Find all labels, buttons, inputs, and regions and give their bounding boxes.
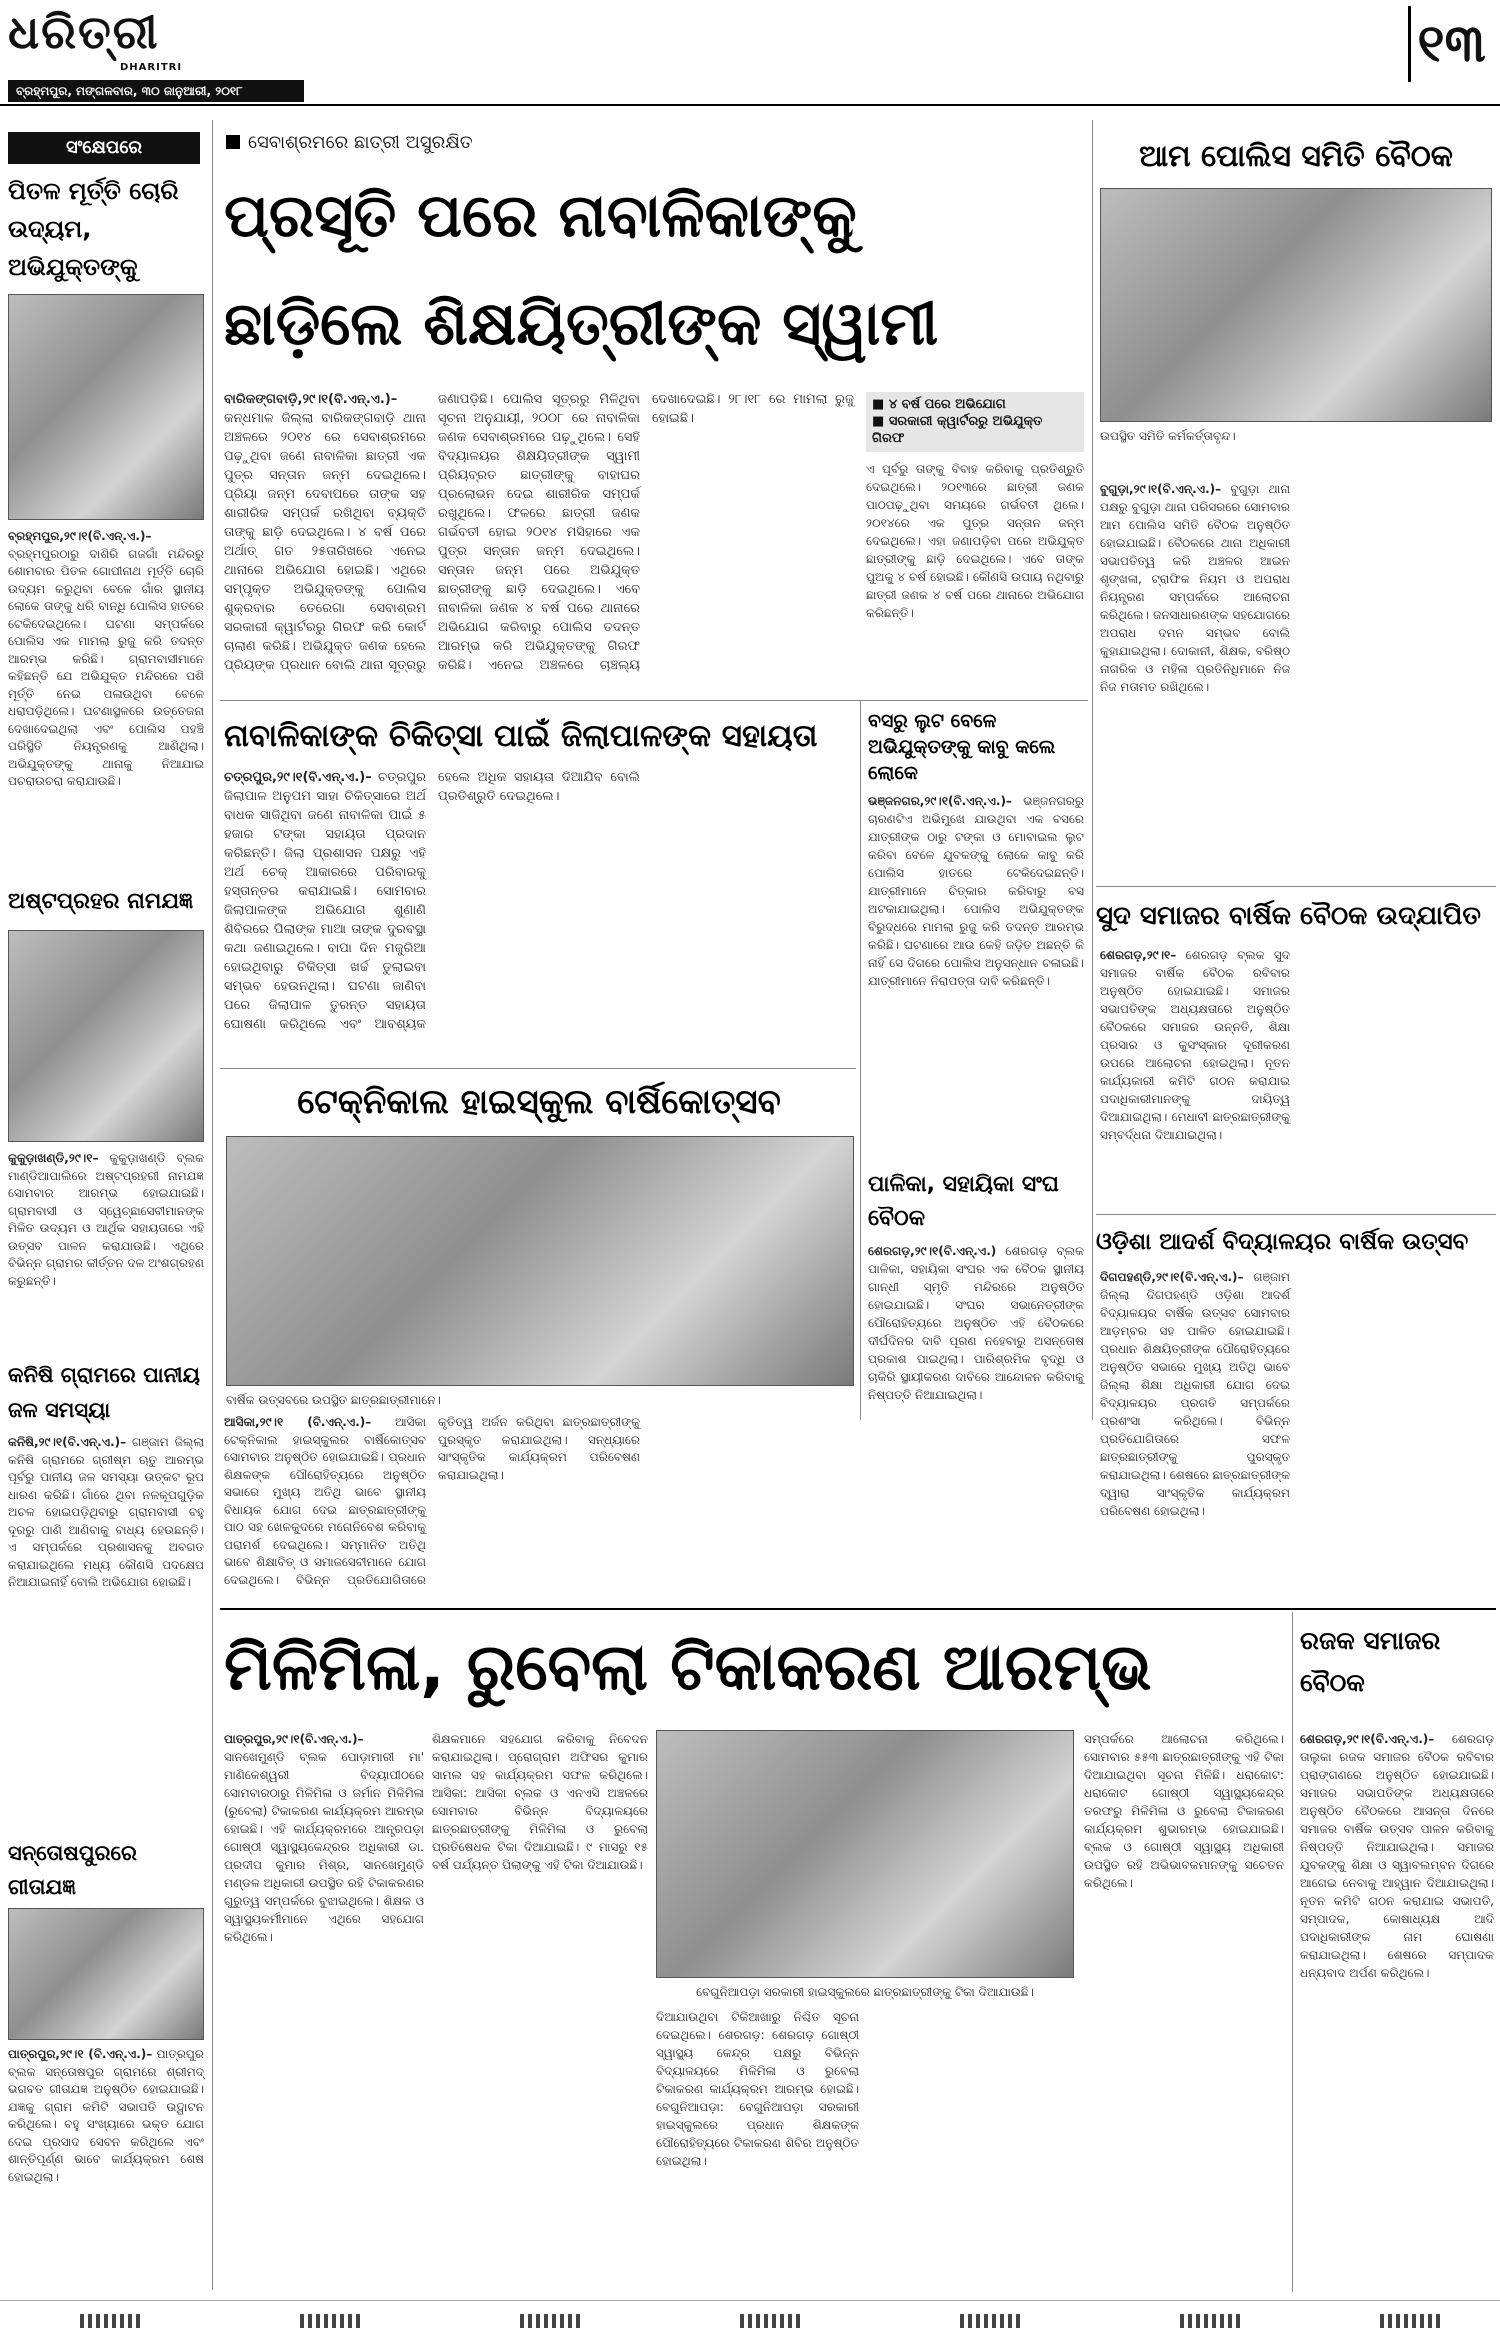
- logo-sub: DHARITRI: [120, 62, 183, 73]
- police-text: ବୁଗୁଡ଼ା ଥାନା ପକ୍ଷରୁ ବୁଗୁଡ଼ା ଥାନା ପରିସରରେ ସୋମବାର ଆମ ପୋଲିସ ସମିତି ବୈଠକ ଅନୁଷ୍ଠିତ ହୋଇଯାଇଛି। ବୈଠକରେ ଥାନା ଅଧିକାରୀ ସଭାପତିତ୍ୱ କରି ଅଞ୍ଚଳର ଆଇନ ଶୃଙ୍ଖଳା, ଟ୍ରାଫିକ ନିୟମ ଓ ଅପରାଧ ନିୟନ୍ତ୍ରଣ ସମ୍ପର୍କରେ ଆଲୋଚନା କରିଥିଲେ। ଜନସାଧାରଣଙ୍କ ସହଯୋଗରେ ଅପରାଧ ଦମନ ସମ୍ଭବ ବୋଲି କୁହାଯାଇଥିଲା। ଦୋକାନୀ, ଶିକ୍ଷକ, ବରିଷ୍ଠ ନାଗରିକ ଓ ମହିଳା ପ୍ରତିନିଧିମାନେ ନିଜ ନିଜ ମତାମତ ରଖିଥିଲେ।: [1100, 482, 1290, 694]
- rajak-body: [1300, 1730, 1494, 2290]
- palika-dateline: ଶେରଗଡ଼,୨୯।୧(ବି.ଏନ୍.ଏ.): [868, 1244, 997, 1258]
- bottom-dateline: ପାତ୍ରପୁର,୨୯।୧(ବି.ଏନ୍.ଏ.)–: [224, 1732, 364, 1746]
- bottom-text-2: ଶିକ୍ଷକମାନେ ସହଯୋଗ କରିବାକୁ ନିବେଦନ କରାଯାଇଥିଲା। ପ୍ରୋଗ୍ରାମ ଅଫିସର କୁମାର ସାମଲ ସହ କାର୍ଯ୍ୟକ୍ରମ ସଫଳ କରିଥିଲେ। ଆସିକା: ଆସିକା ବ୍ଲକ ଓ ଏନଏସି ଅଞ୍ଚଳରେ ସୋମବାର ବିଭିନ୍ନ ବିଦ୍ୟାଳୟରେ ଛାତ୍ରଛାତ୍ରୀଙ୍କୁ ମିଳିମିଳା ଓ ରୁବେଲା ପ୍ରତିଷେଧକ ଟିକା ଦିଆଯାଇଛି। ୯ ମାସରୁ ୧୫ ବର୍ଷ ପର୍ଯ୍ୟନ୍ତ ପିଲାଙ୍କୁ ଏହି ଟିକା ଦିଆଯାଉଛି।: [432, 1732, 648, 1872]
- mid-rule: [860, 700, 861, 1420]
- highlight-1: [872, 396, 1078, 413]
- bottom-body-col2: [432, 1730, 648, 2290]
- masthead-dateline: ବ୍ରହ୍ମପୁର, ମଙ୍ଗଳବାର, ୩୦ ଜାନୁଆରୀ, ୨୦୧୮: [8, 80, 304, 102]
- police-caption: ଉପସ୍ଥିତ ସମିତି କର୍ମକର୍ତ୍ତାବୃନ୍ଦ।: [1100, 429, 1236, 443]
- story3-text: ଆସିକା ଟେକ୍ନିକାଲ ହାଇସ୍କୁଲର ବାର୍ଷିକୋତ୍ସବ ସୋମବାର ଅନୁଷ୍ଠିତ ହୋଇଯାଇଛି। ପ୍ରଧାନ ଶିକ୍ଷକଙ୍କ ପୌରୋହିତ୍ୟରେ ଅନୁଷ୍ଠିତ ସଭାରେ ମୁଖ୍ୟ ଅତିଥି ଭାବେ ସ୍ଥାନୀୟ ବିଧାୟକ ଯୋଗ ଦେଇ ଛାତ୍ରଛାତ୍ରୀଙ୍କୁ ପାଠ ସହ ଖେଳକୁଦରେ ମନୋନିବେଶ କରିବାକୁ ପରାମର୍ଶ ଦେଇଥିଲେ। ସମ୍ମାନିତ ଅତିଥି ଭାବେ ଶିକ୍ଷାବିତ୍ ଓ ସମାଜସେବୀମାନେ ଯୋଗ ଦେଇଥିଲେ। ବିଭିନ୍ନ ପ୍ରତିଯୋଗିତାରେ କୃତିତ୍ୱ ଅର୍ଜନ କରିଥିବା ଛାତ୍ରଛାତ୍ରୀଙ୍କୁ ପୁରସ୍କୃତ କରାଯାଇଥିଲା। ସନ୍ଧ୍ୟାରେ ସାଂସ୍କୃତିକ କାର୍ଯ୍ୟକ୍ରମ ପରିବେଷଣ କରାଯାଇଥିଲା।: [224, 1415, 640, 1587]
- story2-headline: ନାବାଳିକାଙ୍କ ଚିକିତ୍ସା ପାଇଁ ଜିଲାପାଳଙ୍କ ସହାୟତା: [224, 718, 818, 754]
- police-headline: ଆମ ପୋଲିସ ସମିତି ବୈଠକ: [1139, 139, 1453, 174]
- police-body: [1100, 480, 1492, 880]
- brief3-dateline: କନିଷି,୨୯।୧(ବି.ଏନ୍.ଏ.)–: [8, 1435, 127, 1449]
- sud-dateline: ଶେରଗଡ଼,୨୯।୧–: [1100, 948, 1177, 962]
- lead-kicker: [226, 128, 726, 158]
- rajak-rule: [1292, 1612, 1293, 2292]
- story3-headline: ଟେକ୍ନିକାଲ ହାଇସ୍କୁଲ ବାର୍ଷିକୋତ୍ସବ: [297, 1082, 781, 1122]
- lead-headline-line2: ଛାଡ଼ିଲେ ଶିକ୍ଷୟିତ୍ରୀଙ୍କ ସ୍ୱାମୀ: [224, 289, 939, 359]
- brief2-text: କୁକୁଡ଼ାଖଣ୍ଡି ବ୍ଲକ ମାଣ୍ଡିଆପାଲିରେ ଅଷ୍ଟପ୍ରହରୀ ନାମଯଜ୍ଞ ସୋମବାର ଆରମ୍ଭ ହୋଇଯାଇଛି। ଗ୍ରାମବାସୀ ଓ ସ୍ୱେଚ୍ଛାସେବୀମାନଙ୍କ ମିଳିତ ଉଦ୍ୟମ ଓ ଆର୍ଥିକ ସହାୟତାରେ ଏହି ଉତ୍ସବ ପାଳନ କରାଯାଉଛି। ଏଥିରେ ବିଭିନ୍ନ ଗ୍ରାମର କୀର୍ତ୍ତନ ଦଳ ଅଂଶଗ୍ରହଣ କରୁଛନ୍ତି।: [8, 1151, 204, 1288]
- registration-mark-icon: [80, 2314, 140, 2328]
- rajak-dateline: ଶେରଗଡ଼,୨୯।୧(ବି.ଏନ୍.ଏ.)–: [1300, 1732, 1435, 1746]
- lead-dateline: ବାରିକଙ୍ଗବାଡ଼ି,୨୯।୧(ବି.ଏନ୍.ଏ.)–: [224, 392, 398, 407]
- sud-text: ଶେରଗଡ଼ ବ୍ଲକ ସୁଦ ସମାଜର ବାର୍ଷିକ ବୈଠକ ରବିବାର ଅନୁଷ୍ଠିତ ହୋଇଯାଇଛି। ସମାଜର ସଭାପତିଙ୍କ ଅଧ୍ୟକ୍ଷତାରେ ଅନୁଷ୍ଠିତ ବୈଠକରେ ସମାଜର ଉନ୍ନତି, ଶିକ୍ଷା ପ୍ରସାର ଓ କୁସଂସ୍କାର ଦୂରୀକରଣ ଉପରେ ଆଲୋଚନା ହୋଇଥିଲା। ନୂତନ କାର୍ଯ୍ୟକାରୀ କମିଟି ଗଠନ କରାଯାଇ ପଦାଧିକାରୀମାନଙ୍କୁ ଦାୟିତ୍ୱ ଦିଆଯାଇଥିଲା। ମେଧାବୀ ଛାତ୍ରଛାତ୍ରୀଙ୍କୁ ସମ୍ବର୍ଦ୍ଧନା ଦିଆଯାଇଥିଲା।: [1100, 948, 1290, 1142]
- bus-text: ଭଞ୍ଜନଗରରୁ ଚାରଣଟିଏ ଅଭିମୁଖେ ଯାଉଥିବା ଏକ ବସରେ ଯାତ୍ରୀଙ୍କ ଠାରୁ ଟଙ୍କା ଓ ମୋବାଇଲ ଲୁଟ କରିବା ବେଳେ ଯୁବକଙ୍କୁ ଲୋକେ କାବୁ କରି ପୋଲିସ ହାତରେ ଟେକିଦେଇଛନ୍ତି। ଯାତ୍ରୀମାନେ ଚିତ୍କାର କରିବାରୁ ବସ ଅଟକାଯାଇଥିଲା। ପୋଲିସ ଅଭିଯୁକ୍ତଙ୍କ ବିରୁଦ୍ଧରେ ମାମଲା ରୁଜୁ କରି ତଦନ୍ତ ଆରମ୍ଭ କରିଛି। ଘଟଣାରେ ଆଉ କେହି ଜଡ଼ିତ ଅଛନ୍ତି କି ନାହିଁ ସେ ଦିଗରେ ପୋଲିସ ଅନୁସନ୍ଧାନ ଚଳାଇଛି। ଯାତ୍ରୀମାନେ ନିରାପତ୍ତା ଦାବି କରିଛନ୍ତି।: [868, 794, 1084, 988]
- story3-top-rule: [220, 1068, 856, 1069]
- sud-body: [1100, 946, 1492, 1206]
- bottom-top-rule: [220, 1608, 1496, 1610]
- odisha-text: ଗଞ୍ଜାମ ଜିଲ୍ଲା ଦିଗପହଣ୍ଡି ଓଡ଼ିଶା ଆଦର୍ଶ ବିଦ୍ୟାଳୟର ବାର୍ଷିକ ଉତ୍ସବ ସୋମବାର ଆଡ଼ମ୍ବର ସହ ପାଳିତ ହୋଇଯାଇଛି। ପ୍ରଧାନ ଶିକ୍ଷୟିତ୍ରୀଙ୍କ ପୌରୋହିତ୍ୟରେ ଅନୁଷ୍ଠିତ ସଭାରେ ମୁଖ୍ୟ ଅତିଥି ଭାବେ ଜିଲ୍ଲା ଶିକ୍ଷା ଅଧିକାରୀ ଯୋଗ ଦେଇ ବିଦ୍ୟାଳୟର ପ୍ରଗତି ସମ୍ପର୍କରେ ପ୍ରଶଂସା କରିଥିଲେ। ବିଭିନ୍ନ ପ୍ରତିଯୋଗିତାରେ ସଫଳ ଛାତ୍ରଛାତ୍ରୀଙ୍କୁ ପୁରସ୍କୃତ କରାଯାଇଥିଲା। ଶେଷରେ ଛାତ୍ରଛାତ୍ରୀଙ୍କ ଦ୍ୱାରା ସାଂସ୍କୃତିକ କାର୍ଯ୍ୟକ୍ରମ ପରିବେଷଣ ହୋଇଥିଲା।: [1100, 1270, 1290, 1518]
- brief2-body: [8, 1150, 204, 1350]
- registration-mark-icon: [520, 2314, 580, 2328]
- brief1-dateline: ବ୍ରହ୍ମପୁର,୨୯।୧(ବି.ଏନ୍.ଏ.)–: [8, 529, 152, 543]
- brief4-dateline: ପାତ୍ରପୁର,୨୯।୧ (ବି.ଏନ୍.ଏ.)–: [8, 2047, 153, 2061]
- bottom-body-col3: [656, 2008, 1074, 2290]
- highlight-square-icon: ■: [872, 397, 889, 412]
- highlight-2: [872, 413, 1078, 447]
- lead-text: କନ୍ଧମାଳ ଜିଲ୍ଲା ବାରିକଙ୍ଗବାଡ଼ି ଥାନା ଅଞ୍ଚଳରେ ୨୦୧୪ ରେ ସେବାଶ୍ରମରେ ପଢ଼ୁଥିବା ଜଣେ ନାବାଳିକା ଛାତ୍ରୀ ଏକ ପୁତ୍ର ସନ୍ତାନ ଜନ୍ମ ଦେଇଥିଲେ। ପ୍ରିୟା ଜନ୍ମ ଦେବାପରେ ତାଙ୍କ ସହ ଶାରୀରିକ ସମ୍ପର୍କ ରଖିଥିବା ବ୍ୟକ୍ତି ତାଙ୍କୁ ଛାଡ଼ି ଦେଇଥିଲେ। ୪ ବର୍ଷ ପରେ ଅର୍ଥାତ୍ ଗତ ୨୫ତାରିଖରେ ଏନେଇ ଥାନାରେ ଅଭିଯୋଗ ହୋଇଛି। ଏଥିରେ ସମ୍ପୃକ୍ତ ଅଭିଯୁକ୍ତଙ୍କୁ ପୋଲିସ ଶୁକ୍ରବାର ତେରେଗା ସେବାଶ୍ରମ ସରକାରୀ କ୍ୱାର୍ଟରରୁ ଗିରଫ କରି କୋର୍ଟ ଚାଲାଣ କରିଛି। ଅଭିଯୁକ୍ତ ଜଣକ ହେଲେ ପ୍ରିୟଙ୍କ ପ୍ରଧାନ ବୋଲି ଥାନା ସୂତ୍ରରୁ ଜଣାପଡ଼ିଛି। ପୋଲିସ ସୂତ୍ରରୁ ମିଳିଥିବା ସୂଚନା ଅନୁଯାୟୀ, ୨୦୦୮ ରେ ନାବାଳିକା ଜଣକ ସେବାଶ୍ରମରେ ପଢ଼ୁଥିଲେ। ସେହି ବିଦ୍ୟାଳୟର ଶିକ୍ଷୟିତ୍ରୀଙ୍କ ସ୍ୱାମୀ ପ୍ରିୟବ୍ରତ ଛାତ୍ରୀଙ୍କୁ ବାହାଘର ପ୍ରଲୋଭନ ଦେଇ ଶାରୀରିକ ସମ୍ପର୍କ ରଖୁଥିଲେ। ଫଳରେ ଛାତ୍ରୀ ଜଣକ ଗର୍ଭବତୀ ହୋଇ ୨୦୧୪ ମସିହାରେ ଏକ ପୁତ୍ର ସନ୍ତାନ ଜନ୍ମ ଦେଇଥିଲେ। ସନ୍ତାନ ଜନ୍ମ ପରେ ଅଭିଯୁକ୍ତ ଛାତ୍ରୀଙ୍କୁ ଛାଡ଼ି ଦେଇଥିଲେ। ଏବେ ନାବାଳିକା ଜଣକ ୪ ବର୍ଷ ପରେ ଥାନାରେ ଅଭିଯୋଗ କରିବାରୁ ପୋଲିସ ତଦନ୍ତ ଆରମ୍ଭ କରି ଅଭିଯୁକ୍ତଙ୍କୁ ଗିରଫ କରିଛି। ଏନେଇ ଅଞ୍ଚଳରେ ଚାଞ୍ଚଲ୍ୟ ଦେଖାଦେଇଛି। ୨୮।୧୮ ରେ ମାମଲା ରୁଜୁ ହୋଇଛି।: [224, 392, 854, 673]
- bottom-body-col1: [224, 1730, 424, 2290]
- bottom-text-3: ଦିଆଯାଉଥିବା ଟିକିଆଖାରୁ ନିଶ୍ଚିତ ସୂଚନା ଦେଇଥିଲେ। ଶେରଗଡ଼: ଶେରଗଡ଼ ଗୋଷ୍ଠୀ ସ୍ୱାସ୍ଥ୍ୟ କେନ୍ଦ୍ର ପକ୍ଷରୁ ବିଭିନ୍ନ ବିଦ୍ୟାଳୟରେ ମିଳିମିଳା ଓ ରୁବେଲା ଟିକାକରଣ କାର୍ଯ୍ୟକ୍ରମ ଆରମ୍ଭ ହୋଇଛି। ବେଗୁନିଆପଡ଼ା: ବେଗୁନିଆପଡ଼ା ସରକାରୀ ହାଇସ୍କୁଲରେ ପ୍ରଧାନ ଶିକ୍ଷକଙ୍କ ପୌରୋହିତ୍ୟରେ ଟିକାକରଣ ଶିବିର ଅନୁଷ୍ଠିତ ହୋଇଥିଲା।: [656, 2010, 859, 2168]
- logo: [8, 2, 238, 62]
- registration-mark-icon: [1180, 2314, 1240, 2328]
- bottom-headline: ମିଳିମିଳା, ରୁବେଲା ଟିକାକରଣ ଆରମ୍ଭ: [224, 1631, 1152, 1705]
- bottom-body-col4: [1084, 1730, 1284, 2290]
- brief4-photo: [8, 1908, 204, 2040]
- odisha-headline: ଓଡ଼ିଶା ଆଦର୍ଶ ବିଦ୍ୟାଳୟର ବାର୍ଷିକ ଉତ୍ସବ: [1096, 1229, 1469, 1255]
- registration-mark-icon: [960, 2314, 1020, 2328]
- registration-mark-icon: [300, 2314, 360, 2328]
- odisha-body: [1100, 1268, 1492, 1548]
- left-column-rule: [212, 120, 213, 2290]
- palika-text: ଶେରଗଡ଼ ବ୍ଲକ ପାଳିକା, ସହାୟିକା ସଂଘର ଏକ ବୈଠକ ସ୍ଥାନୀୟ ଗାନ୍ଧୀ ସ୍ମୃତି ମନ୍ଦିରରେ ଅନୁଷ୍ଠିତ ହୋଇଯାଇଛି। ସଂଘର ସଭାନେତ୍ରୀଙ୍କ ପୌରୋହିତ୍ୟରେ ଅନୁଷ୍ଠିତ ଏହି ବୈଠକରେ ଦୀର୍ଘଦିନର ଦାବି ପୂରଣ ନହେବାରୁ ଅସନ୍ତୋଷ ପ୍ରକାଶ ପାଇଥିଲା। ପାରିଶ୍ରମିକ ବୃଦ୍ଧି ଓ ଚାକିରି ସ୍ଥାୟୀକରଣ ଦାବିରେ ଆନ୍ଦୋଳନ କରିବାକୁ ନିଷ୍ପତ୍ତି ନିଆଯାଇଥିଲା।: [868, 1244, 1084, 1402]
- highlight-2-text: ସରକାରୀ କ୍ୱାର୍ଟରରୁ ଅଭିଯୁକ୍ତ ଗିରଫ: [872, 414, 1043, 446]
- lead-body-col1: [224, 390, 854, 690]
- lead-kicker-text: ସେବାଶ୍ରମରେ ଛାତ୍ରୀ ଅସୁରକ୍ଷିତ: [248, 132, 473, 153]
- odisha-dateline: ଦିଗପହଣ୍ଡି,୨୯।୧(ବି.ଏନ୍.ଏ.)–: [1100, 1270, 1244, 1284]
- odisha-top-rule: [1096, 1214, 1496, 1215]
- bottom-text-4: ସମ୍ପର୍କରେ ଆଲୋଚନା କରିଥିଲେ। ସୋମବାର ୫୫୩ ଛାତ୍ରଛାତ୍ରୀଙ୍କୁ ଏହି ଟିକା ଦିଆଯାଇଥିବା ସୂଚନା ମିଳିଛି। ଧରାକୋଟ: ଧରାକୋଟ ଗୋଷ୍ଠୀ ସ୍ୱାସ୍ଥ୍ୟକେନ୍ଦ୍ର ତରଫରୁ ମିଳିମିଳା ଓ ରୁବେଲା ଟିକାକରଣ କାର୍ଯ୍ୟକ୍ରମ ଶୁଭାରମ୍ଭ ହୋଇଯାଇଛି। ବ୍ଲକ ଓ ଗୋଷ୍ଠୀ ସ୍ୱାସ୍ଥ୍ୟ ଅଧିକାରୀ ଉପସ୍ଥିତ ରହି ଅଭିଭାବକମାନଙ୍କୁ ସଚେତନ କରିଥିଲେ।: [1084, 1732, 1284, 1890]
- palika-body: [868, 1242, 1084, 1420]
- palika-headline: ପାଳିକା, ସହାୟିକା ସଂଘ ବୈଠକ: [868, 1172, 1059, 1231]
- highlight-1-text: ୪ ବର୍ଷ ପରେ ଅଭିଯୋଗ: [888, 397, 1006, 412]
- rajak-text: ଶେରଗଡ଼ ତାଲୁକା ରଜକ ସମାଜର ବୈଠକ ରବିବାର ପ୍ରାଙ୍ଗଣରେ ଅନୁଷ୍ଠିତ ହୋଇଯାଇଛି। ସମାଜର ସଭାପତିଙ୍କ ଅଧ୍ୟକ୍ଷତାରେ ଅନୁଷ୍ଠିତ ବୈଠକରେ ଆସନ୍ତା ଦିନରେ ସମାଜର ବାର୍ଷିକ ଉତ୍ସବ ପାଳନ କରିବାକୁ ନିଷ୍ପତ୍ତି ନିଆଯାଇଥିଲା। ସମାଜର ଯୁବକଙ୍କୁ ଶିକ୍ଷା ଓ ସ୍ୱାବଲମ୍ବନ ଦିଗରେ ଆଗେଇ ନେବାକୁ ଆହ୍ୱାନ ଦିଆଯାଇଥିଲା। ନୂତନ କମିଟି ଗଠନ କରାଯାଇ ସଭାପତି, ସମ୍ପାଦକ, କୋଷାଧ୍ୟକ୍ଷ ଆଦି ପଦାଧିକାରୀଙ୍କ ନାମ ଘୋଷଣା କରାଯାଇଥିଲା। ଶେଷରେ ସମ୍ପାଦକ ଧନ୍ୟବାଦ ଅର୍ପଣ କରିଥିଲେ।: [1300, 1732, 1494, 1980]
- story3-photo: [226, 1136, 854, 1386]
- rajak-headline: ରଜକ ସମାଜର ବୈଠକ: [1300, 1626, 1441, 1697]
- bottom-caption: ବେଗୁନିଆପଡ଼ା ସରକାରୀ ହାଇସ୍କୁଲରେ ଛାତ୍ରଛାତ୍ରୀଙ୍କୁ ଟିକା ଦିଆଯାଉଛି।: [696, 1985, 1034, 1999]
- center-right-rule: [1092, 120, 1093, 1420]
- brief4-headline: ସନ୍ତୋଷପୁରରେ ଗୀତାଯଜ୍ଞ: [8, 1841, 137, 1899]
- brief2-headline: ଅଷ୍ଟପ୍ରହର ନାମଯଜ୍ଞ: [8, 889, 194, 914]
- bottom-text-1: ସାନଖେମୁଣ୍ଡି ବ୍ଲକ ପୋଡ଼ାମାରୀ ମା' ମାଣିକେଶ୍ୱରୀ ବିଦ୍ୟାପୀଠରେ ସୋମବାରଠାରୁ ମିଳିମିଳା ଓ ଜର୍ମାନ ମିଳିମିଳା (ରୁବେଲା) ଟିକାକରଣ କାର୍ଯ୍ୟକ୍ରମ ଆରମ୍ଭ ହୋଇଛି। ଏହି କାର୍ଯ୍ୟକ୍ରମରେ ଆନ୍ତ୍ରପଡ଼ା ଗୋଷ୍ଠୀ ସ୍ୱାସ୍ଥ୍ୟକେନ୍ଦ୍ରର ଅଧିକାରୀ ଡା. ପ୍ରଦୀପ କୁମାର ମିଶ୍ର, ସାନଖେମୁଣ୍ଡି ମଣ୍ଡଳ ଅଧିକାରୀ ଉପସ୍ଥିତ ରହି ଟିକାକରଣର ଗୁରୁତ୍ୱ ସମ୍ପର୍କରେ ବୁଝାଇଥିଲେ। ଶିକ୍ଷକ ଓ ସ୍ୱାସ୍ଥ୍ୟକର୍ମୀମାନେ ଏଥିରେ ସହଯୋଗ କରିଥିଲେ।: [224, 1750, 424, 1944]
- story2-body: [224, 768, 854, 1064]
- sud-headline: ସୁଦ ସମାଜର ବାର୍ଷିକ ବୈଠକ ଉଦ୍ଯାପିତ: [1096, 901, 1481, 931]
- brief1-body: [8, 528, 204, 848]
- brief1-headline: ପିତଳ ମୂର୍ତ୍ତି ଚୋରି ଉଦ୍ୟମ, ଅଭିଯୁକ୍ତଙ୍କୁ: [8, 177, 179, 281]
- brief4-body: [8, 2046, 204, 2286]
- police-photo: [1100, 188, 1492, 422]
- brief1-photo: [8, 294, 204, 520]
- lead-headline-line1: ପ୍ରସୂତି ପରେ ନାବାଳିକାଙ୍କୁ: [224, 181, 857, 251]
- brief2-photo: [8, 930, 204, 1142]
- story3-dateline: ଆସିକା,୨୯।୧ (ବି.ଏନ୍.ଏ.)–: [224, 1415, 372, 1429]
- registration-mark-icon: [1380, 2314, 1440, 2328]
- highlight-square-icon: ■: [872, 414, 889, 429]
- brief4-text: ପାତ୍ରପୁର ବ୍ଲକ ସନ୍ତୋଷପୁର ଗ୍ରାମରେ ଶ୍ରୀମଦ୍ ଭଗବତ ଗୀତାଯଜ୍ଞ ଅନୁଷ୍ଠିତ ହୋଇଯାଇଛି। ଯଜ୍ଞକୁ ଗ୍ରାମ କମିଟି ସଭାପତି ଉଦ୍ଘାଟନ କରିଥିଲେ। ବହୁ ସଂଖ୍ୟାରେ ଭକ୍ତ ଯୋଗ ଦେଇ ପ୍ରସାଦ ସେବନ କରିଥିଲେ ଏବଂ ଶାନ୍ତିପୂର୍ଣ୍ଣ ଭାବେ କାର୍ଯ୍ୟକ୍ରମ ଶେଷ ହୋଇଥିଲା।: [8, 2047, 204, 2184]
- brief3-headline: କନିଷି ଗ୍ରାମରେ ପାନୀୟ ଜଳ ସମସ୍ୟା: [8, 1363, 200, 1422]
- bus-dateline: ଭଞ୍ଜନଗର,୨୯।୧(ବି.ଏନ୍.ଏ.)–: [868, 794, 1012, 808]
- brief3-text: ଗଞ୍ଜାମ ଜିଲ୍ଲା କନିଷି ଗ୍ରାମରେ ଗ୍ରୀଷ୍ମ ଋତୁ ଆରମ୍ଭ ପୂର୍ବରୁ ପାନୀୟ ଜଳ ସମସ୍ୟା ଉତ୍କଟ ରୂପ ଧାରଣ କରିଛି। ଗାଁରେ ଥିବା ନଳକୂପଗୁଡ଼ିକ ଅଚଳ ହୋଇପଡ଼ିଥିବାରୁ ଗ୍ରାମବାସୀ ବହୁ ଦୂରରୁ ପାଣି ଆଣିବାକୁ ବାଧ୍ୟ ହେଉଛନ୍ତି। ଏ ସମ୍ପର୍କରେ ପ୍ରଶାସନକୁ ଅବଗତ କରାଯାଇଥିଲେ ମଧ୍ୟ କୌଣସି ପଦକ୍ଷେପ ନିଆଯାଇନାହିଁ ବୋଲି ଅଭିଯୋଗ ହୋଇଛି।: [8, 1435, 204, 1589]
- section-label: ସଂକ୍ଷେପରେ: [8, 132, 200, 164]
- lead-body-col4: [866, 460, 1084, 690]
- brief3-body: [8, 1434, 204, 1826]
- logo-text: ଧରିତ୍ରୀ: [8, 5, 160, 59]
- lead-highlights: [866, 392, 1084, 452]
- brief2-dateline: କୁକୁଡ଼ାଖଣ୍ଡି,୨୯।୧–: [8, 1151, 99, 1165]
- page-number: ୧୩: [1408, 6, 1492, 82]
- bottom-photo: [656, 1730, 1074, 1978]
- footer-marks: [0, 2310, 1500, 2334]
- registration-mark-icon: [740, 2314, 800, 2328]
- bus-headline: ବସରୁ ଲୁଟ ବେଳେ ଅଭିଯୁକ୍ତଙ୍କୁ କାବୁ କଲେ ଲୋକେ: [868, 710, 1056, 784]
- masthead-rule: [0, 104, 1500, 106]
- story3-caption: ବାର୍ଷିକ ଉତ୍ସବରେ ଉପସ୍ଥିତ ଛାତ୍ରଛାତ୍ରୀମାନେ।: [226, 1393, 441, 1407]
- lead-bottom-rule: [220, 700, 1088, 701]
- bus-body: [868, 792, 1084, 1152]
- story3-body: [224, 1414, 854, 1600]
- kicker-square-icon: [226, 135, 240, 149]
- brief1-text: ବ୍ରହ୍ମପୁରଠାରୁ ଦାଶିରି ଗଜଗାଁ ମନ୍ଦିରରୁ ଶୋମବାର ପିତଳ ଗୋପୀନାଥ ମୂର୍ତ୍ତି ଚୋରି ଉଦ୍ୟମ କରୁଥିବା ବେଳେ ଗାଁର ସ୍ଥାନୀୟ ଲୋକେ ତାଙ୍କୁ ଧରି ବାନ୍ଧି ପୋଲିସ ହାତରେ ଟେକିଦେଇଥିଲେ। ଘଟଣା ସମ୍ପର୍କରେ ପୋଲିସ ଏକ ମାମଲା ରୁଜୁ କରି ତଦନ୍ତ ଆରମ୍ଭ କରିଛି। ଗ୍ରାମବାସୀମାନେ କହିଛନ୍ତି ଯେ ଅଭିଯୁକ୍ତ ମନ୍ଦିରରେ ପଶି ମୂର୍ତ୍ତି ନେଇ ପଳାଉଥିବା ବେଳେ ଧରାପଡ଼ିଥିଲେ। ଘଟଣାସ୍ଥଳରେ ଉତ୍ତେଜନା ଦେଖାଦେଇଥିଲା ଏବଂ ପୋଲିସ ପହଞ୍ଚି ପରିସ୍ଥିତି ନିୟନ୍ତ୍ରଣକୁ ଆଣିଥିଲା। ଅଭିଯୁକ୍ତଙ୍କୁ ଥାନାକୁ ନିଆଯାଇ ପଚରାଉଚରା କରାଯାଉଛି।: [8, 546, 204, 788]
- masthead: [0, 0, 1500, 100]
- story2-dateline: ଚତ୍ରପୁର,୨୯।୧(ବି.ଏନ୍.ଏ.)–: [224, 770, 372, 785]
- police-dateline: ବୁଗୁଡ଼ା,୨୯।୧(ବି.ଏନ୍.ଏ.)–: [1100, 482, 1222, 496]
- story2-text: ଚତ୍ରପୁର ଜିଲାପାଳ ଅନୁପମ ସାହା ଚିକିତ୍ସାରେ ଅର୍ଥ ବାଧକ ସାଜିଥିବା ଜଣେ ନାବାଳିକା ପାଇଁ ୫ ହଜାର ଟଙ୍କା ସହାୟତା ପ୍ରଦାନ କରିଛନ୍ତି। ଜିଲା ପ୍ରଶାସନ ପକ୍ଷରୁ ଏହି ଅର୍ଥ ଚେକ୍ ଆକାରରେ ପରିବାରକୁ ହସ୍ତାନ୍ତର କରାଯାଇଛି। ସୋମବାର ଜିଲାପାଳଙ୍କ ଅଭିଯୋଗ ଶୁଣାଣି ଶିବିରରେ ପିଲାଙ୍କ ମାଆ ତାଙ୍କ ଦୁରବସ୍ଥା କଥା ଜଣାଇଥିଲେ। ବାପା ଦିନ ମଜୁରିଆ ହୋଇଥିବାରୁ ଚିକିତ୍ସା ଖର୍ଚ୍ଚ ତୁଲାଇବା ସମ୍ଭବ ହେଉନଥିଲା। ଘଟଣା ଜାଣିବା ପରେ ଜିଲାପାଳ ତୁରନ୍ତ ସହାୟତା ଘୋଷଣା କରିଥିଲେ ଏବଂ ଆବଶ୍ୟକ ହେଲେ ଅଧିକ ସହାୟତା ଦିଆଯିବ ବୋଲି ପ୍ରତିଶ୍ରୁତି ଦେଇଥିଲେ।: [224, 770, 640, 1032]
- footer-rule: [0, 2300, 1500, 2301]
- lead-body-continued: ଏ ପୂର୍ବରୁ ତାଙ୍କୁ ବିବାହ କରିବାକୁ ପ୍ରତିଶ୍ରୁତି ଦେଇଥିଲେ। ୨୦୧୩ରେ ଛାତ୍ରୀ ଜଣକ ପାଠପଢ଼ୁଥିବା ସମୟରେ ଗର୍ଭବତୀ ଥିଲେ। ୨୦୧୪ରେ ଏକ ପୁତ୍ର ସନ୍ତାନ ଜନ୍ମ ଦେଇଥିଲେ। ଏହା ଜଣାପଡ଼ିବା ପରେ ଅଭିଯୁକ୍ତ ଛାତ୍ରୀଙ୍କୁ ଛାଡ଼ି ଦେଇଥିଲେ। ଏବେ ତାଙ୍କ ପୁଅକୁ ୪ ବର୍ଷ ହୋଇଛି। କୌଣସି ଉପାୟ ନଥିବାରୁ ଛାତ୍ରୀ ଜଣକ ୪ ବର୍ଷ ପରେ ଥାନାରେ ଅଭିଯୋଗ କରିଛନ୍ତି।: [866, 462, 1084, 620]
- sud-top-rule: [1096, 886, 1496, 887]
